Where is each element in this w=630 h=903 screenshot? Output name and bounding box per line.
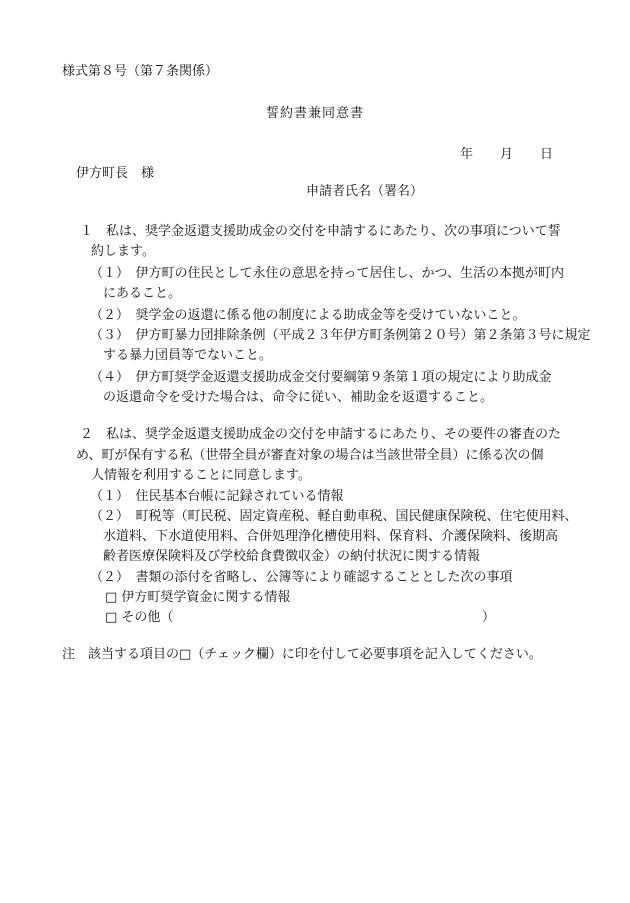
consent-item-1: （１） 住民基本台帳に記録されている情報 <box>90 489 344 504</box>
document-title: 誓約書兼同意書 <box>265 106 364 121</box>
date-line <box>460 145 553 165</box>
pledge-item-4-cont: の返還命令を受けた場合は、命令に従い、補助金を返還すること。 <box>103 390 494 405</box>
pledge-item-1-cont: にあること。 <box>103 286 182 301</box>
pledge-item-4: （４） 伊方町奨学金返還支援助成金交付要綱第９条第１項の規定により助成金 <box>90 370 552 385</box>
consent-item-2-cont: 水道料、下水道使用料、合併処理浄化槽使用料、保育料、介護保険料、後期高 <box>103 529 559 544</box>
other-closing-paren: ） <box>482 610 496 625</box>
date-month-label: 月 <box>500 147 514 162</box>
form-number: 様式第８号（第７条関係） <box>62 64 219 79</box>
consent-item-2-cont: 齢者医療保険料及び学校給食費徴収金）の納付状況に関する情報 <box>103 549 481 564</box>
consent-item-2: （２） 町税等（町民税、固定資産税、軽自動車税、国民健康保険税、住宅使用料、 <box>90 509 578 524</box>
pledge-line: １ 私は、奨学金返還支援助成金の交付を申請するにあたり、次の事項について誓 <box>80 224 561 239</box>
pledge-item-2: （２） 奨学金の返還に係る他の制度による助成金等を受けていないこと。 <box>90 308 526 323</box>
consent-item-3: （２） 書類の添付を省略し、公簿等により確認することとした次の事項 <box>90 570 513 585</box>
checkbox-scholarship-info[interactable]: □ 伊方町奨学資金に関する情報 <box>105 590 291 605</box>
pledge-item-1: （１） 伊方町の住民として永住の意思を持って居住し、かつ、生活の本拠が町内 <box>90 266 564 281</box>
applicant-signature-label: 申請者氏名（署名） <box>306 184 424 199</box>
pledge-item-3: （３） 伊方町暴力団排除条例（平成２３年伊方町条例第２０号）第２条第３号に規定 <box>90 328 591 343</box>
checkbox-other[interactable]: □ その他（ <box>105 610 174 625</box>
consent-line: め、町が保有する私（世帯全員が審査対象の場合は当該世帯全員）に係る次の個 <box>76 448 544 463</box>
date-day-label: 日 <box>540 147 554 162</box>
date-year-label: 年 <box>460 147 474 162</box>
instruction-note: 注 該当する項目の□（チェック欄）に印を付して必要事項を記入してください。 <box>62 647 542 662</box>
pledge-item-3-cont: する暴力団員等でないこと。 <box>103 348 273 363</box>
addressee: 伊方町長 様 <box>76 166 155 181</box>
pledge-line: 約します。 <box>91 244 155 259</box>
consent-line: 人情報を利用することに同意します。 <box>91 468 311 483</box>
consent-line: ２ 私は、奨学金返還支援助成金の交付を申請するにあたり、その要件の審査のた <box>80 427 562 442</box>
